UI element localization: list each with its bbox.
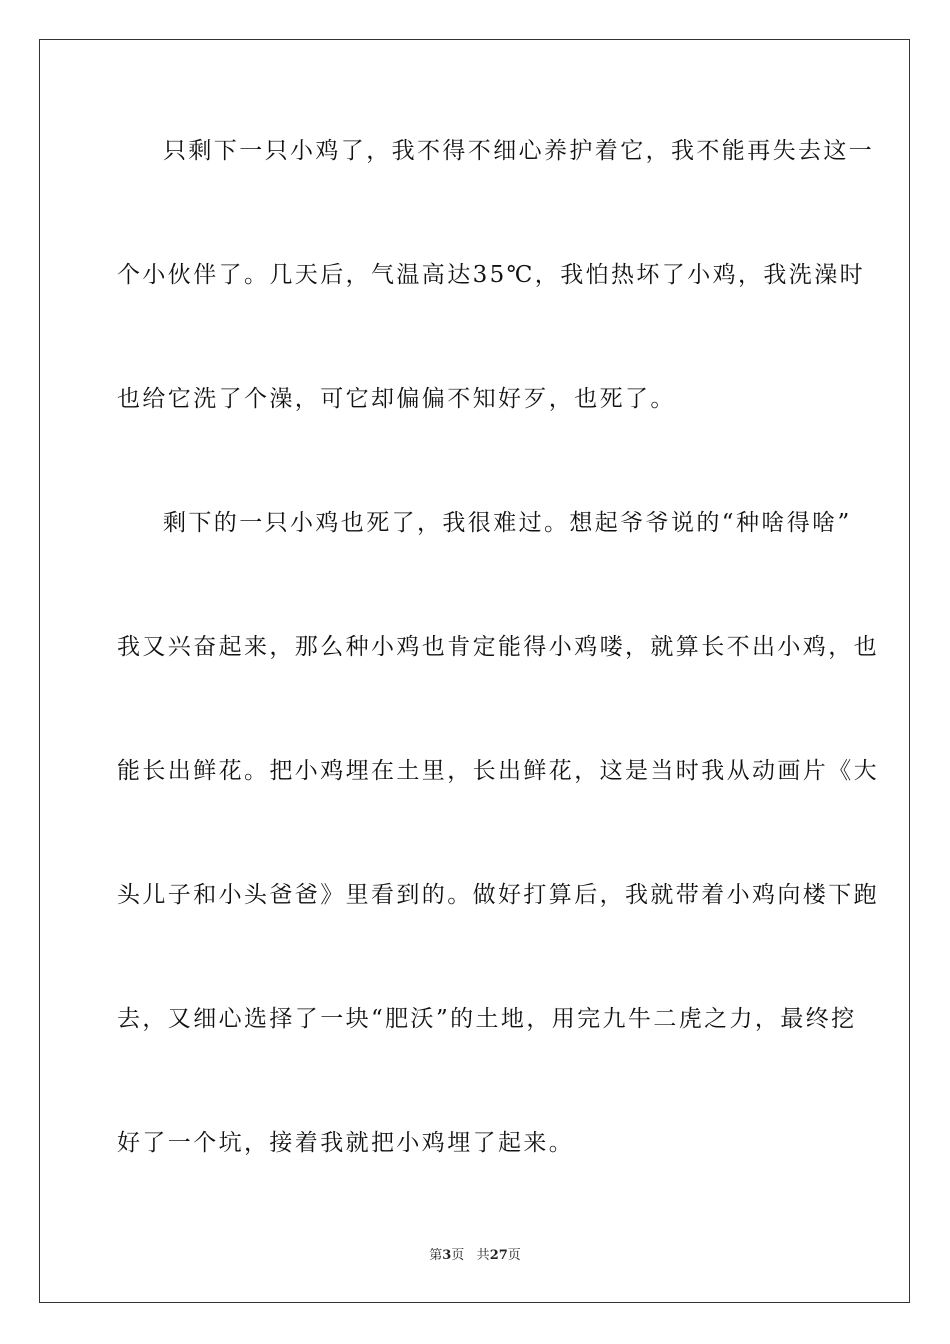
footer-page-number: 3 xyxy=(442,1248,452,1263)
page-border xyxy=(39,39,910,1303)
text-line-9: 好了一个坑，接着我就把小鸡埋了起来。 xyxy=(117,1130,575,1156)
text-line-1: 只剩下一只小鸡了，我不得不细心养护着它，我不能再失去这一 xyxy=(163,138,875,164)
footer-total-suffix: 页 xyxy=(507,1248,521,1263)
footer-page-suffix: 页 xyxy=(451,1248,465,1263)
text-line-3: 也给它洗了个澡，可它却偏偏不知好歹，也死了。 xyxy=(117,386,676,412)
footer-total-prefix: 共 xyxy=(476,1248,490,1263)
text-line-2: 个小伙伴了。几天后，气温高达35℃，我怕热坏了小鸡，我洗澡时 xyxy=(117,262,865,288)
text-line-4: 剩下的一只小鸡也死了，我很难过。想起爷爷说的“种啥得啥” xyxy=(163,510,852,536)
page-footer xyxy=(0,1247,950,1265)
text-line-7: 头儿子和小头爸爸》里看到的。做好打算后，我就带着小鸡向楼下跑 xyxy=(117,882,879,908)
footer-page-prefix: 第 xyxy=(429,1248,443,1263)
text-line-6: 能长出鲜花。把小鸡埋在土里，长出鲜花，这是当时我从动画片《大 xyxy=(117,758,879,784)
footer-total-pages: 27 xyxy=(489,1248,508,1263)
text-line-5: 我又兴奋起来，那么种小鸡也肯定能得小鸡喽，就算长不出小鸡，也 xyxy=(117,634,879,660)
text-line-8: 去，又细心选择了一块“肥沃”的土地，用完九牛二虎之力，最终挖 xyxy=(117,1006,857,1032)
